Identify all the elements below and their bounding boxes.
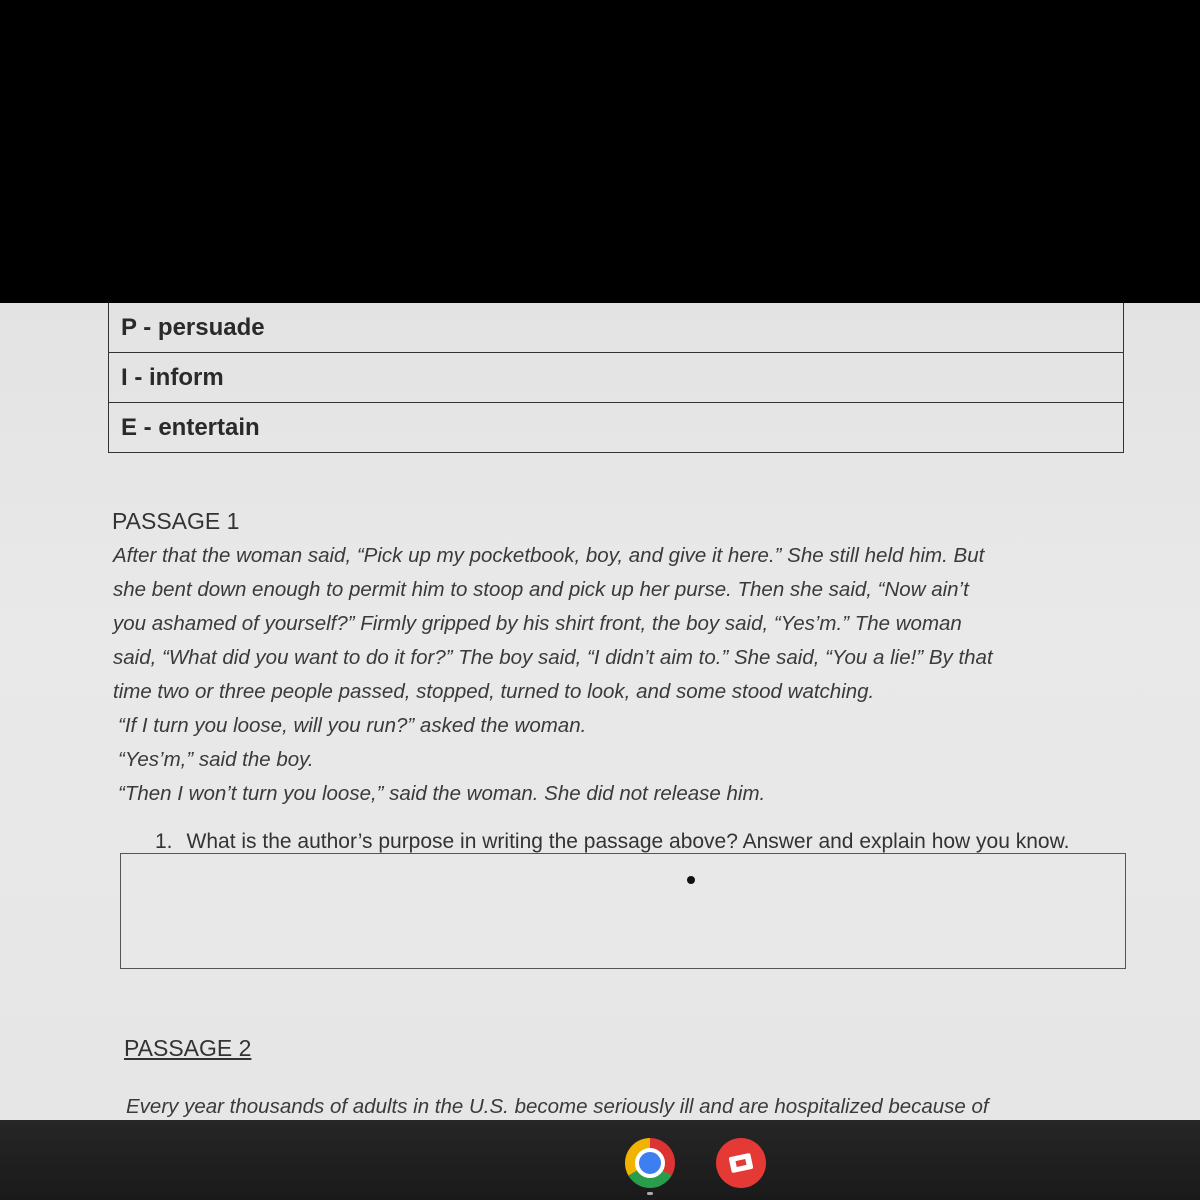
passage-line: After that the woman said, “Pick up my pocketbook, boy, and give it here.” She still held him. But xyxy=(113,544,985,567)
question-number: 1. xyxy=(155,830,173,853)
slides-icon[interactable] xyxy=(716,1138,766,1188)
passage-2-body: Every year thousands of adults in the U.S. become seriously ill and are hospitalized because of xyxy=(126,1095,989,1118)
passage-line: “If I turn you loose, will you run?” asked the woman. xyxy=(118,714,587,737)
question-1 xyxy=(155,830,1069,854)
passage-1-title: PASSAGE 1 xyxy=(112,508,240,534)
active-app-indicator xyxy=(647,1192,653,1195)
passage-line: “Yes’m,” said the boy. xyxy=(118,748,314,771)
document-page xyxy=(0,303,1200,1120)
table-row xyxy=(109,353,1123,403)
purpose-inform: I - inform xyxy=(121,363,224,391)
passage-line: time two or three people passed, stopped, turned to look, and some stood watching. xyxy=(113,680,875,703)
passage-line: she bent down enough to permit him to stoop and pick up her purse. Then she said, “Now ain’t xyxy=(113,578,969,601)
passage-line: “Then I won’t turn you loose,” said the woman. She did not release him. xyxy=(118,782,766,805)
purpose-table xyxy=(108,303,1124,453)
answer-field[interactable] xyxy=(120,853,1126,969)
taskbar-shelf xyxy=(0,1120,1200,1200)
passage-2-title: PASSAGE 2 xyxy=(124,1035,252,1061)
chrome-icon-center xyxy=(635,1148,665,1178)
purpose-entertain: E - entertain xyxy=(121,413,260,441)
mouse-cursor xyxy=(687,876,695,884)
chrome-icon[interactable] xyxy=(625,1138,675,1188)
purpose-persuade: P - persuade xyxy=(121,313,265,341)
table-row xyxy=(109,403,1123,453)
table-row xyxy=(109,303,1123,353)
slides-glyph xyxy=(729,1153,754,1173)
screen-bezel-top xyxy=(0,0,1200,303)
passage-line: said, “What did you want to do it for?” The boy said, “I didn’t aim to.” She said, “You a lie!” By that xyxy=(113,646,993,669)
question-text: What is the author’s purpose in writing the passage above? Answer and explain how you know. xyxy=(186,830,1070,853)
passage-line: you ashamed of yourself?” Firmly gripped by his shirt front, the boy said, “Yes’m.” The woman xyxy=(113,612,962,635)
passage-1-body xyxy=(113,539,1123,811)
